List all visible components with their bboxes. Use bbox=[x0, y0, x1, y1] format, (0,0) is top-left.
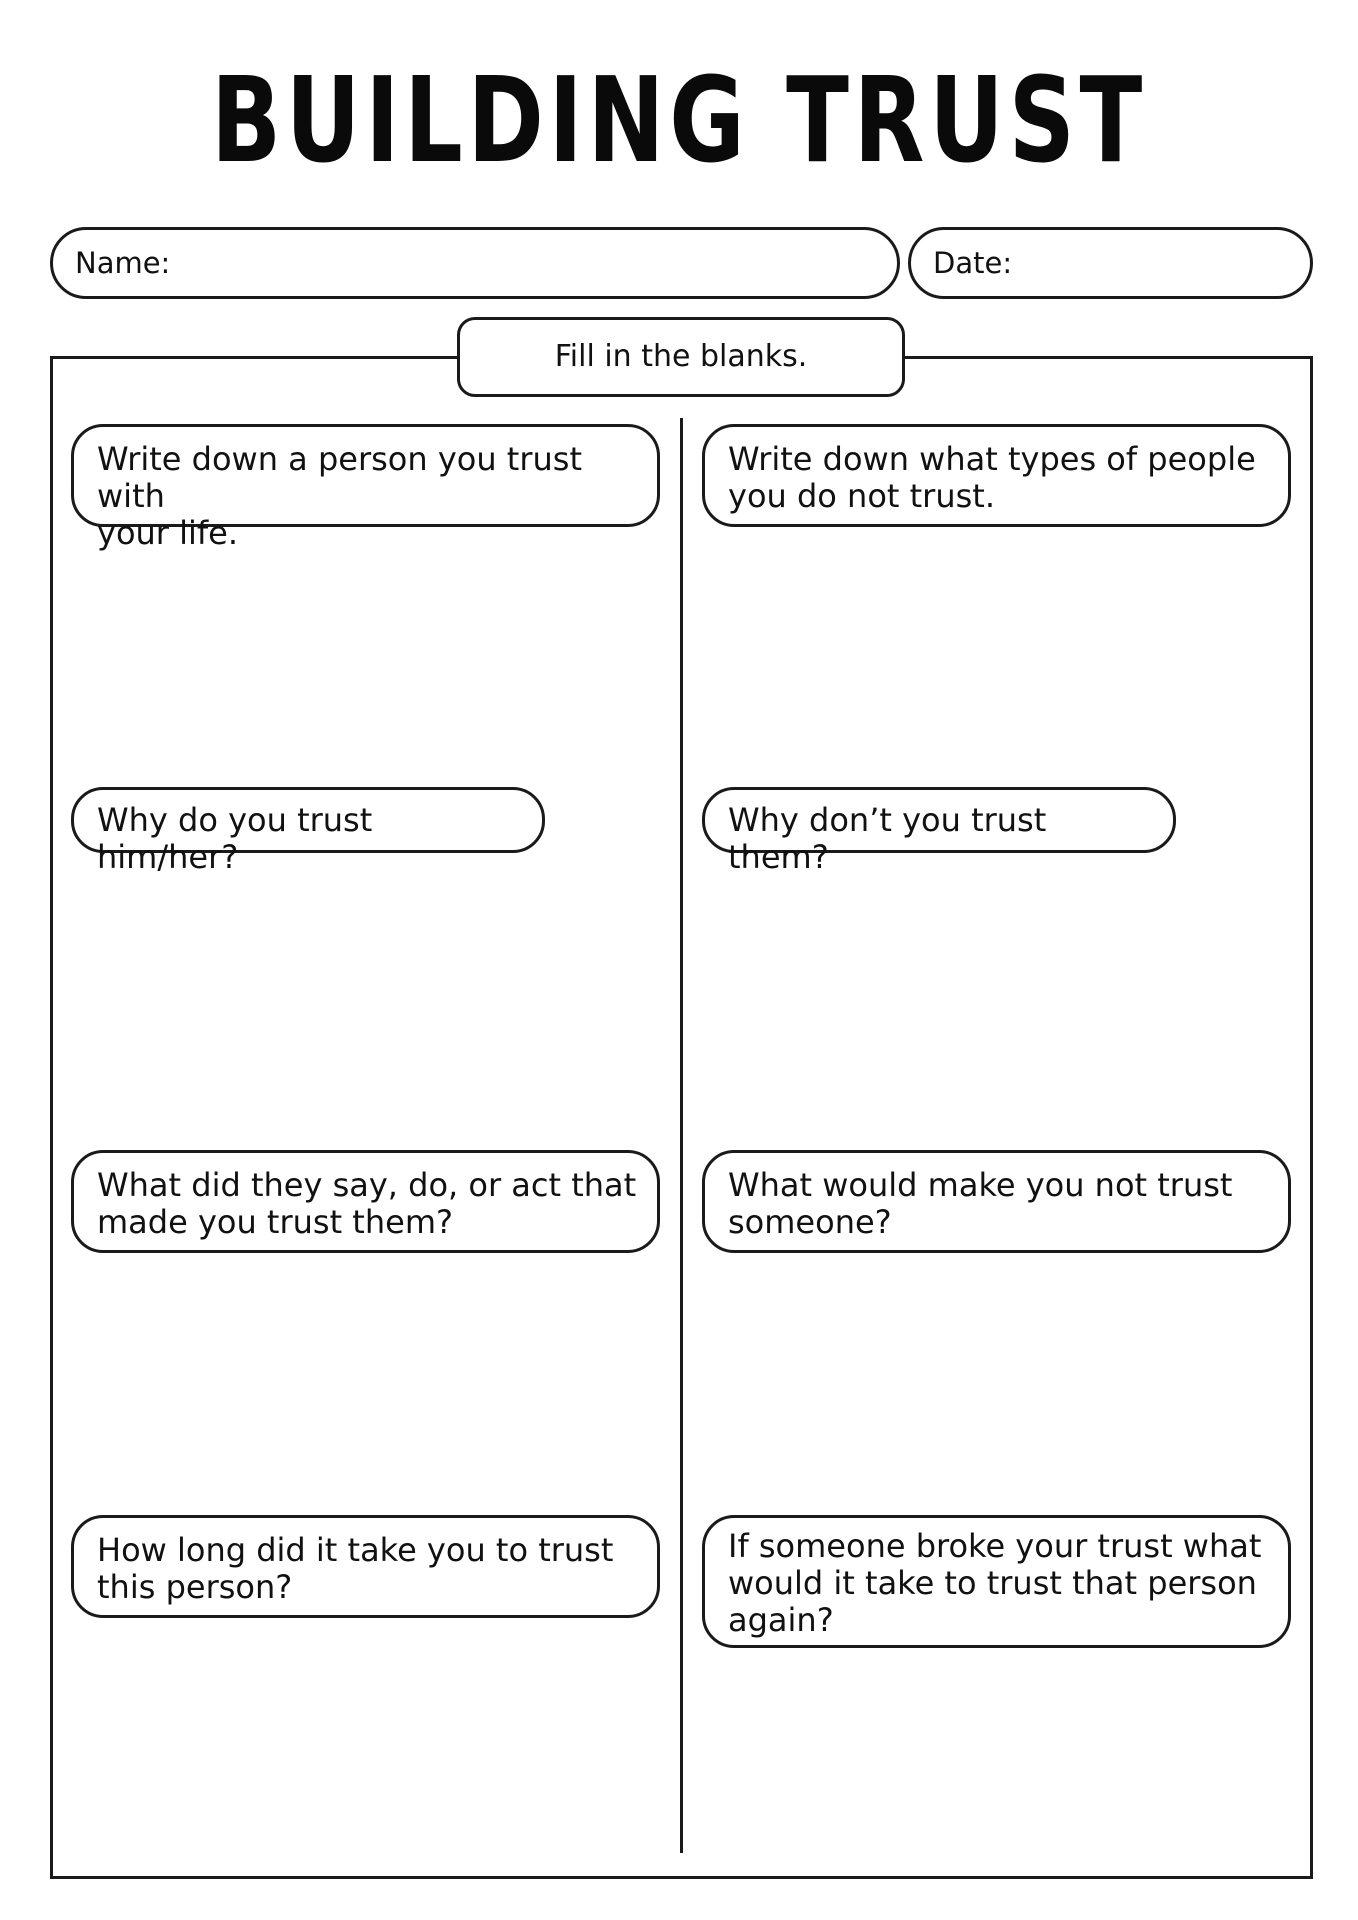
name-label: Name: bbox=[75, 246, 171, 280]
question-text: What did they say, do, or act that made you trust them? bbox=[97, 1166, 637, 1241]
question-text: If someone broke your trust what would it take to trust that person again? bbox=[728, 1527, 1262, 1639]
question-why-trust bbox=[71, 787, 545, 876]
question-trusted-person bbox=[71, 424, 660, 552]
question-what-breaks-trust bbox=[702, 1150, 1291, 1253]
question-text: What would make you not trust someone? bbox=[728, 1166, 1233, 1241]
question-text: Write down what types of people you do not trust. bbox=[728, 440, 1256, 515]
worksheet-title: BUILDING TRUST bbox=[210, 51, 1148, 189]
date-field[interactable] bbox=[908, 227, 1313, 299]
column-divider bbox=[680, 418, 683, 1853]
instruction-label: Fill in the blanks. bbox=[457, 317, 905, 397]
question-why-not-trust bbox=[702, 787, 1176, 876]
question-rebuild-trust bbox=[702, 1515, 1291, 1648]
name-field[interactable] bbox=[50, 227, 900, 299]
question-text: Why don’t you trust them? bbox=[728, 801, 1047, 876]
question-text: How long did it take you to trust this person? bbox=[97, 1531, 614, 1606]
question-text: Why do you trust him/her? bbox=[97, 801, 373, 876]
question-how-long bbox=[71, 1515, 660, 1618]
question-text: Write down a person you trust with your life. bbox=[97, 440, 582, 552]
date-label: Date: bbox=[933, 246, 1013, 280]
question-distrusted-types bbox=[702, 424, 1291, 527]
question-what-made-trust bbox=[71, 1150, 660, 1253]
